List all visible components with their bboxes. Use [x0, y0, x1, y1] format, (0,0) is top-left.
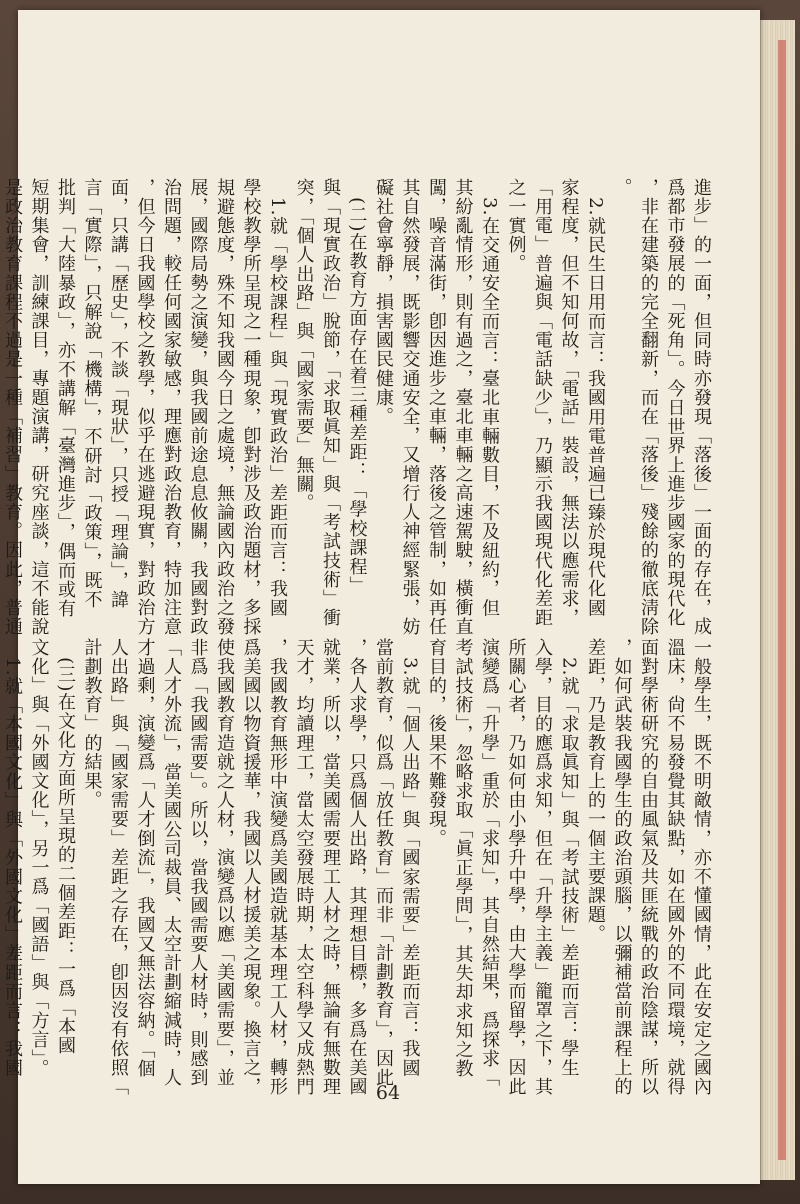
text-column: 「用電」普遍與「電話缺少」，乃顯示我國現代化差距: [532, 178, 553, 628]
text-column: 育目的，後果不難發現。: [426, 638, 447, 849]
text-column: 闖，噪音滿街，卽因進步之車輛，落後之管制，如再任: [426, 178, 447, 637]
text-column: 突，「個人出路」與「國家需要」無關。: [293, 178, 315, 513]
text-column: 之一實例。: [505, 178, 527, 274]
text-column: 展，國際局勢之演變，與我國前途息息攸關，我國對政: [187, 178, 209, 637]
text-column: 文化」與「外國文化」，另一爲「國語」與「方言」。: [28, 638, 50, 1079]
text-column: ，我國教育無形中演變爲美國造就基本理工人材，轉形: [267, 638, 288, 1097]
text-column: 演變爲「升學」重於「求知」，其自然結果，爲探求「: [479, 638, 500, 1088]
text-column: 其自然發展，既影響交通安全，又增行人神經緊張，妨: [399, 178, 421, 637]
upper-text-section: [2, 178, 714, 637]
text-column: 。: [611, 178, 633, 198]
text-column: 一般學生，既不明敵情，亦不懂國情，此在安定之國內: [691, 638, 712, 1097]
text-column: 是政治教育課程不過是一種「補習」教育。因此，普通: [2, 178, 23, 637]
text-column: ，如何武裝我國學生的政治頭腦，以彌補當前課程上的: [611, 638, 633, 1097]
text-column: 面，只講「歷史」，不談「現狀」，只授「理論」，諱: [108, 178, 129, 610]
text-column: 3.就「個人出路」與「國家需要」差距而言：我國: [399, 638, 421, 1078]
text-column: 進步」的一面，但同時亦發現「落後」一面的存在，成: [691, 178, 712, 637]
text-column: 當前教育，似爲「放任教育」而非「計劃教育」，因此: [373, 638, 394, 1088]
text-column: ，但今日我國學校之教學，似乎在逃避現實，對政治方: [134, 178, 156, 637]
text-column: 2.就民生日用而言：我國用電普遍已臻於現代化國: [585, 178, 606, 618]
text-column: 爲美國以物資援華，我國以人材援美之現象。換言之，: [240, 638, 262, 1097]
text-column: 天才，均讀理工，當太空發展時期，太空科學又成熱門: [293, 638, 315, 1097]
text-column: 學校教學所呈現之一種現象，卽對涉及政治題材，多採: [240, 178, 262, 637]
text-column: 規避態度，殊不知我國今日之處境，無論國內政治之發: [214, 178, 235, 637]
text-column: 其紛亂情形，則有過之，臺北車輛之高速駕駛，橫衝直: [452, 178, 474, 637]
text-column: 與「現實政治」脫節，「求取眞知」與「考試技術」衝: [320, 178, 341, 628]
text-column: 2.就「求取眞知」與「考試技術」差距而言：學生: [558, 638, 580, 1078]
red-page-edge: [778, 40, 786, 1160]
lower-text-section: [2, 638, 714, 1097]
text-column: 所關心者，乃如何由小學升中學，由大學而留學，因此: [505, 638, 527, 1097]
text-column: 差距，乃是教育上的一個主要課題。: [585, 638, 606, 944]
text-column: 言「實際」，只解說「機構」，不研討「政策」，既不: [81, 178, 103, 610]
page-number: 64: [375, 1082, 401, 1104]
book-page: [2, 10, 760, 1184]
text-column: 面對學術研究的自由風氣及共匪統戰的政治陰謀，所以: [638, 638, 659, 1097]
text-column: 1.就「本國文化」與「外國文化」差距而言：我國: [2, 638, 23, 1078]
text-column: 爲都市發展的「死角」。今日世界上進步國家的現代化: [664, 178, 686, 628]
text-column: 溫床，尙不易發覺其缺點，如在國外的不同環境，就得: [664, 638, 686, 1097]
text-column: 礙社會寧靜，損害國民健康。: [373, 178, 394, 427]
text-column: 治問題，較任何國家敏感，理應對政治教育，特加注意: [161, 178, 182, 637]
text-column: 就業，所以，當美國需要理工人材之時，無論有無數理: [320, 638, 341, 1097]
text-column: 1.就「學校課程」與「現實政治」差距而言：我國: [267, 178, 288, 618]
text-column: 才過剩，演變爲「人才倒流」，我國又無法容納。「個: [134, 638, 156, 1079]
text-column: 家程度，但不知何故，「電話」裝設，無法以應需求，: [558, 178, 580, 628]
text-column: 批判「大陸暴政」，亦不講解「臺灣進步」，偶而或有: [55, 178, 76, 619]
text-column: 計劃教育」的結果。: [81, 638, 103, 810]
text-column: ，各人求學，只爲個人出路，其理想目標，多爲在美國: [346, 638, 368, 1097]
text-column: 人出路」與「國家需要」差距之存在，卽因沒有依照「: [108, 638, 129, 1097]
text-column: (三)在文化方面所呈現的二個差距：一爲「本國: [55, 638, 76, 1056]
text-column: 3.在交通安全而言：臺北車輛數目，不及紐約，但: [479, 178, 500, 618]
text-column: 入學，目的應爲求知，但在「升學主義」籠罩之下，其: [532, 638, 553, 1097]
text-column: (二)在教育方面存在着三種差距：「學校課程」: [346, 178, 368, 596]
text-column: ，非在建築的完全翻新，而在「落後」殘餘的徹底淸除: [638, 178, 659, 637]
text-column: 「人才外流」，當美國公司裁員、太空計劃縮減時，人: [161, 638, 182, 1088]
text-column: 非爲「我國需要」。所以，當我國需要人材時，則感到: [187, 638, 209, 1088]
text-column: 短期集會，訓練課目，專題演講，研究座談，這不能說: [28, 178, 50, 637]
text-column: 考試技術」，忽略求取「眞正學問」，其失却求知之教: [452, 638, 474, 1079]
text-column: 使我國教育造就之人材，演變爲以應「美國需要」，並: [214, 638, 235, 1088]
